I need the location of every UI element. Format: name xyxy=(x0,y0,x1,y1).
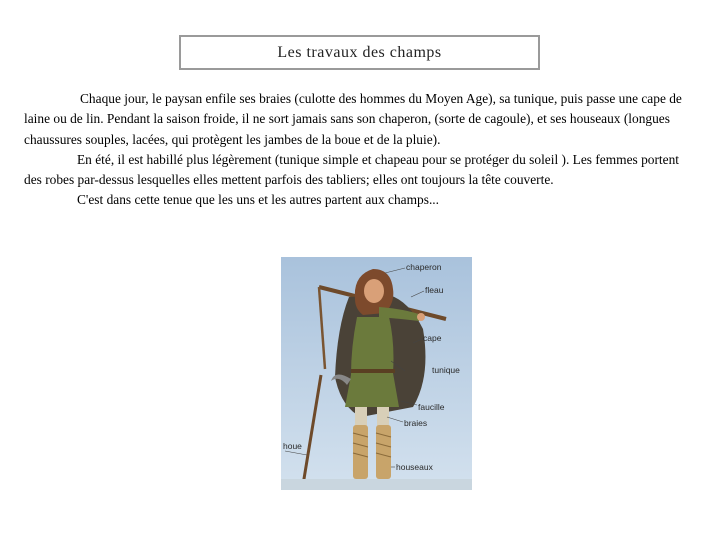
face xyxy=(364,279,384,303)
ground xyxy=(281,479,472,490)
label-chaperon: chaperon xyxy=(406,262,442,272)
page-title: Les travaux des champs xyxy=(277,43,442,61)
paragraph-1: Chaque jour, le paysan enfile ses braies (culotte des hommes du Moyen Age), sa tunique, puis passe une cape de laine ou de lin. Pendant la saison froide, il ne sort jamais sans son chaperon, (sorte de cagoule), et ses houseaux (longues chaussures souples, lacées, qui protègent les jambes de la boue et de la pluie). xyxy=(24,91,682,147)
label-fleau: fleau xyxy=(425,285,444,295)
hand xyxy=(417,313,425,321)
label-houe: houe xyxy=(283,441,302,451)
label-tunique: tunique xyxy=(432,365,460,375)
body-text xyxy=(24,89,700,211)
label-faucille: faucille xyxy=(418,402,445,412)
peasant-figure-svg xyxy=(281,257,472,490)
title-box xyxy=(179,35,540,70)
label-houseaux: houseaux xyxy=(396,462,433,472)
label-cape: cape xyxy=(423,333,442,343)
belt xyxy=(351,369,395,373)
label-braies: braies xyxy=(404,418,428,428)
paragraph-3: C'est dans cette tenue que les uns et les autres partent aux champs... xyxy=(77,192,439,208)
peasant-illustration xyxy=(281,257,472,490)
paragraph-2: En été, il est habillé plus légèrement (tunique simple et chapeau pour se protéger du soleil ). Les femmes portent des robes par-dessus lesquelles elles mettent parfois des tabliers; elles ont toujours la tête couverte. xyxy=(24,151,680,188)
